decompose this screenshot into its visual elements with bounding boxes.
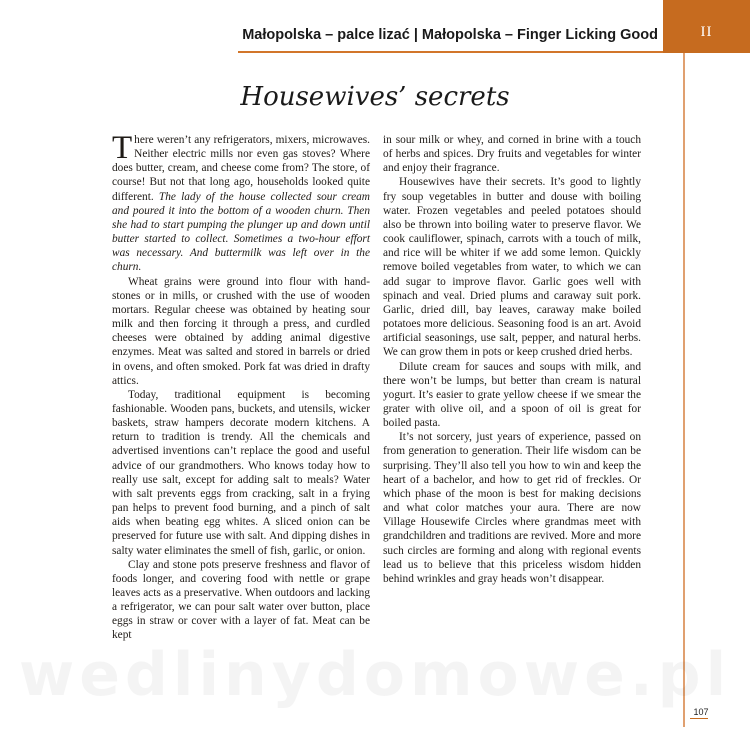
drop-cap: T bbox=[112, 130, 133, 166]
page-number-rule bbox=[690, 718, 708, 719]
right-text-column bbox=[383, 133, 641, 586]
text-run: Clay and stone pots preserve freshness and flavor of foods longer, and covering food with nettle or grape leaves acts as a preservative. When outdoors and lacking a refrigerator, we can pour salt water over button, place eggs in straw or cover with a layer of fat. Meat can be kept bbox=[112, 558, 370, 642]
paragraph bbox=[112, 388, 370, 558]
paragraph: Housewives have their secrets. It’s good to lightly fry soup vegetables in butter and douse with boiling water. Frozen vegetables and peeled potatoes should also be thrown into boiling water to preserve flavor. We cook cauliflower, spinach, carrots with a touch of milk, and rice will be whiter if we add some lemon. Quickly remove boiled vegetables from water, to which we can add sugar to improve flavor. Garlic goes well with spinach and veal. Dried plums and caraway suit pork. Garlic, dried dill, bay leaves, caraway make boiled potatoes more delicious. Seasoning food is an art. Avoid artificial seasonings, use salt, pepper, and natural herbs. We can grow them in pots or keep crushed dried herbs. bbox=[383, 176, 641, 359]
chapter-number: II bbox=[700, 24, 713, 40]
text-run: Today, traditional equipment is becoming fashionable. Wooden pans, buckets, and utensils, wicker baskets, straw hampers decorate modern kitchens. A return to tradition is trendy. All the chemicals and advertised inventions can’t replace the good and useful advice of our grandmothers. Who knows today how to really use salt, except for adding salt to meals? Water with salt prevents eggs from cracking, salt in a frying pan helps to prevent food burning, and a pinch of salt aids when beating egg whites. A sliced onion can be preserved for future use with salt. And dipping dishes in salty water eliminates the smell of fish, garlic, or onion. bbox=[112, 388, 370, 557]
margin-rule bbox=[683, 53, 685, 727]
paragraph bbox=[112, 275, 370, 388]
paragraph: in sour milk or whey, and corned in brine with a touch of herbs and spices. Dry fruits and vegetables for winter and enjoy their fragrance. bbox=[383, 134, 641, 175]
paragraph: It’s not sorcery, just years of experience, passed on from generation to generation. Their life wisdom can be surprising. They’ll also tell you how to win and keep the heart of a bachelor, and how to get rid of freckles. Or which phase of the moon is best for making decisions and what color matches your aura. There are now Village Housewife Circles where grandmas meet with grandchildren and traditions are revived. More and more such circles are forming and along with regional events lead us to believe that this priceless wisdom hidden behind wrinkles and gray heads won’t disappear. bbox=[383, 431, 641, 585]
paragraph bbox=[112, 130, 370, 275]
chapter-tab bbox=[663, 0, 750, 53]
running-header-title: Małopolska – palce lizać | Małopolska – Finger Licking Good bbox=[242, 27, 658, 43]
left-text-column bbox=[112, 130, 370, 643]
article-title: Housewives’ secrets bbox=[240, 82, 510, 112]
page-number: 107 bbox=[693, 707, 709, 717]
paragraph bbox=[112, 558, 370, 643]
italic-text-run: The lady of the house collected sour cream and poured it into the bottom of a wooden churn. Then she had to start pumping the plunger up and down until butter started to collect. Sometimes a two-hour effort was necessary. And buttermilk was left over in the churn. bbox=[112, 190, 370, 274]
text-run: here weren’t any refrigerators, mixers, microwaves. Neither electric mills nor even gas stoves? Where does butter, cream, and cheese come from? The store, of course! But not that long ago, households looked quite different. bbox=[112, 134, 370, 203]
text-run: Wheat grains were ground into flour with hand-stones or in mills, or crushed with the use of wooden mortars. Regular cheese was obtained by heating sour milk and then forcing it through a press, and curdled cheeses were obtained by adding animal digestive enzymes. Meat was salted and stored in barrels or dried in ovens, and often smoked. Pork fat was dried in drafty attics. bbox=[112, 275, 370, 387]
watermark-text bbox=[0, 640, 750, 710]
paragraph: Dilute cream for sauces and soups with milk, and there won’t be lumps, but better than cream is natural yogurt. It’s easier to grate yellow cheese if we smear the grater with olive oil, and a spoon of oil is great for boiled pasta. bbox=[383, 360, 641, 430]
